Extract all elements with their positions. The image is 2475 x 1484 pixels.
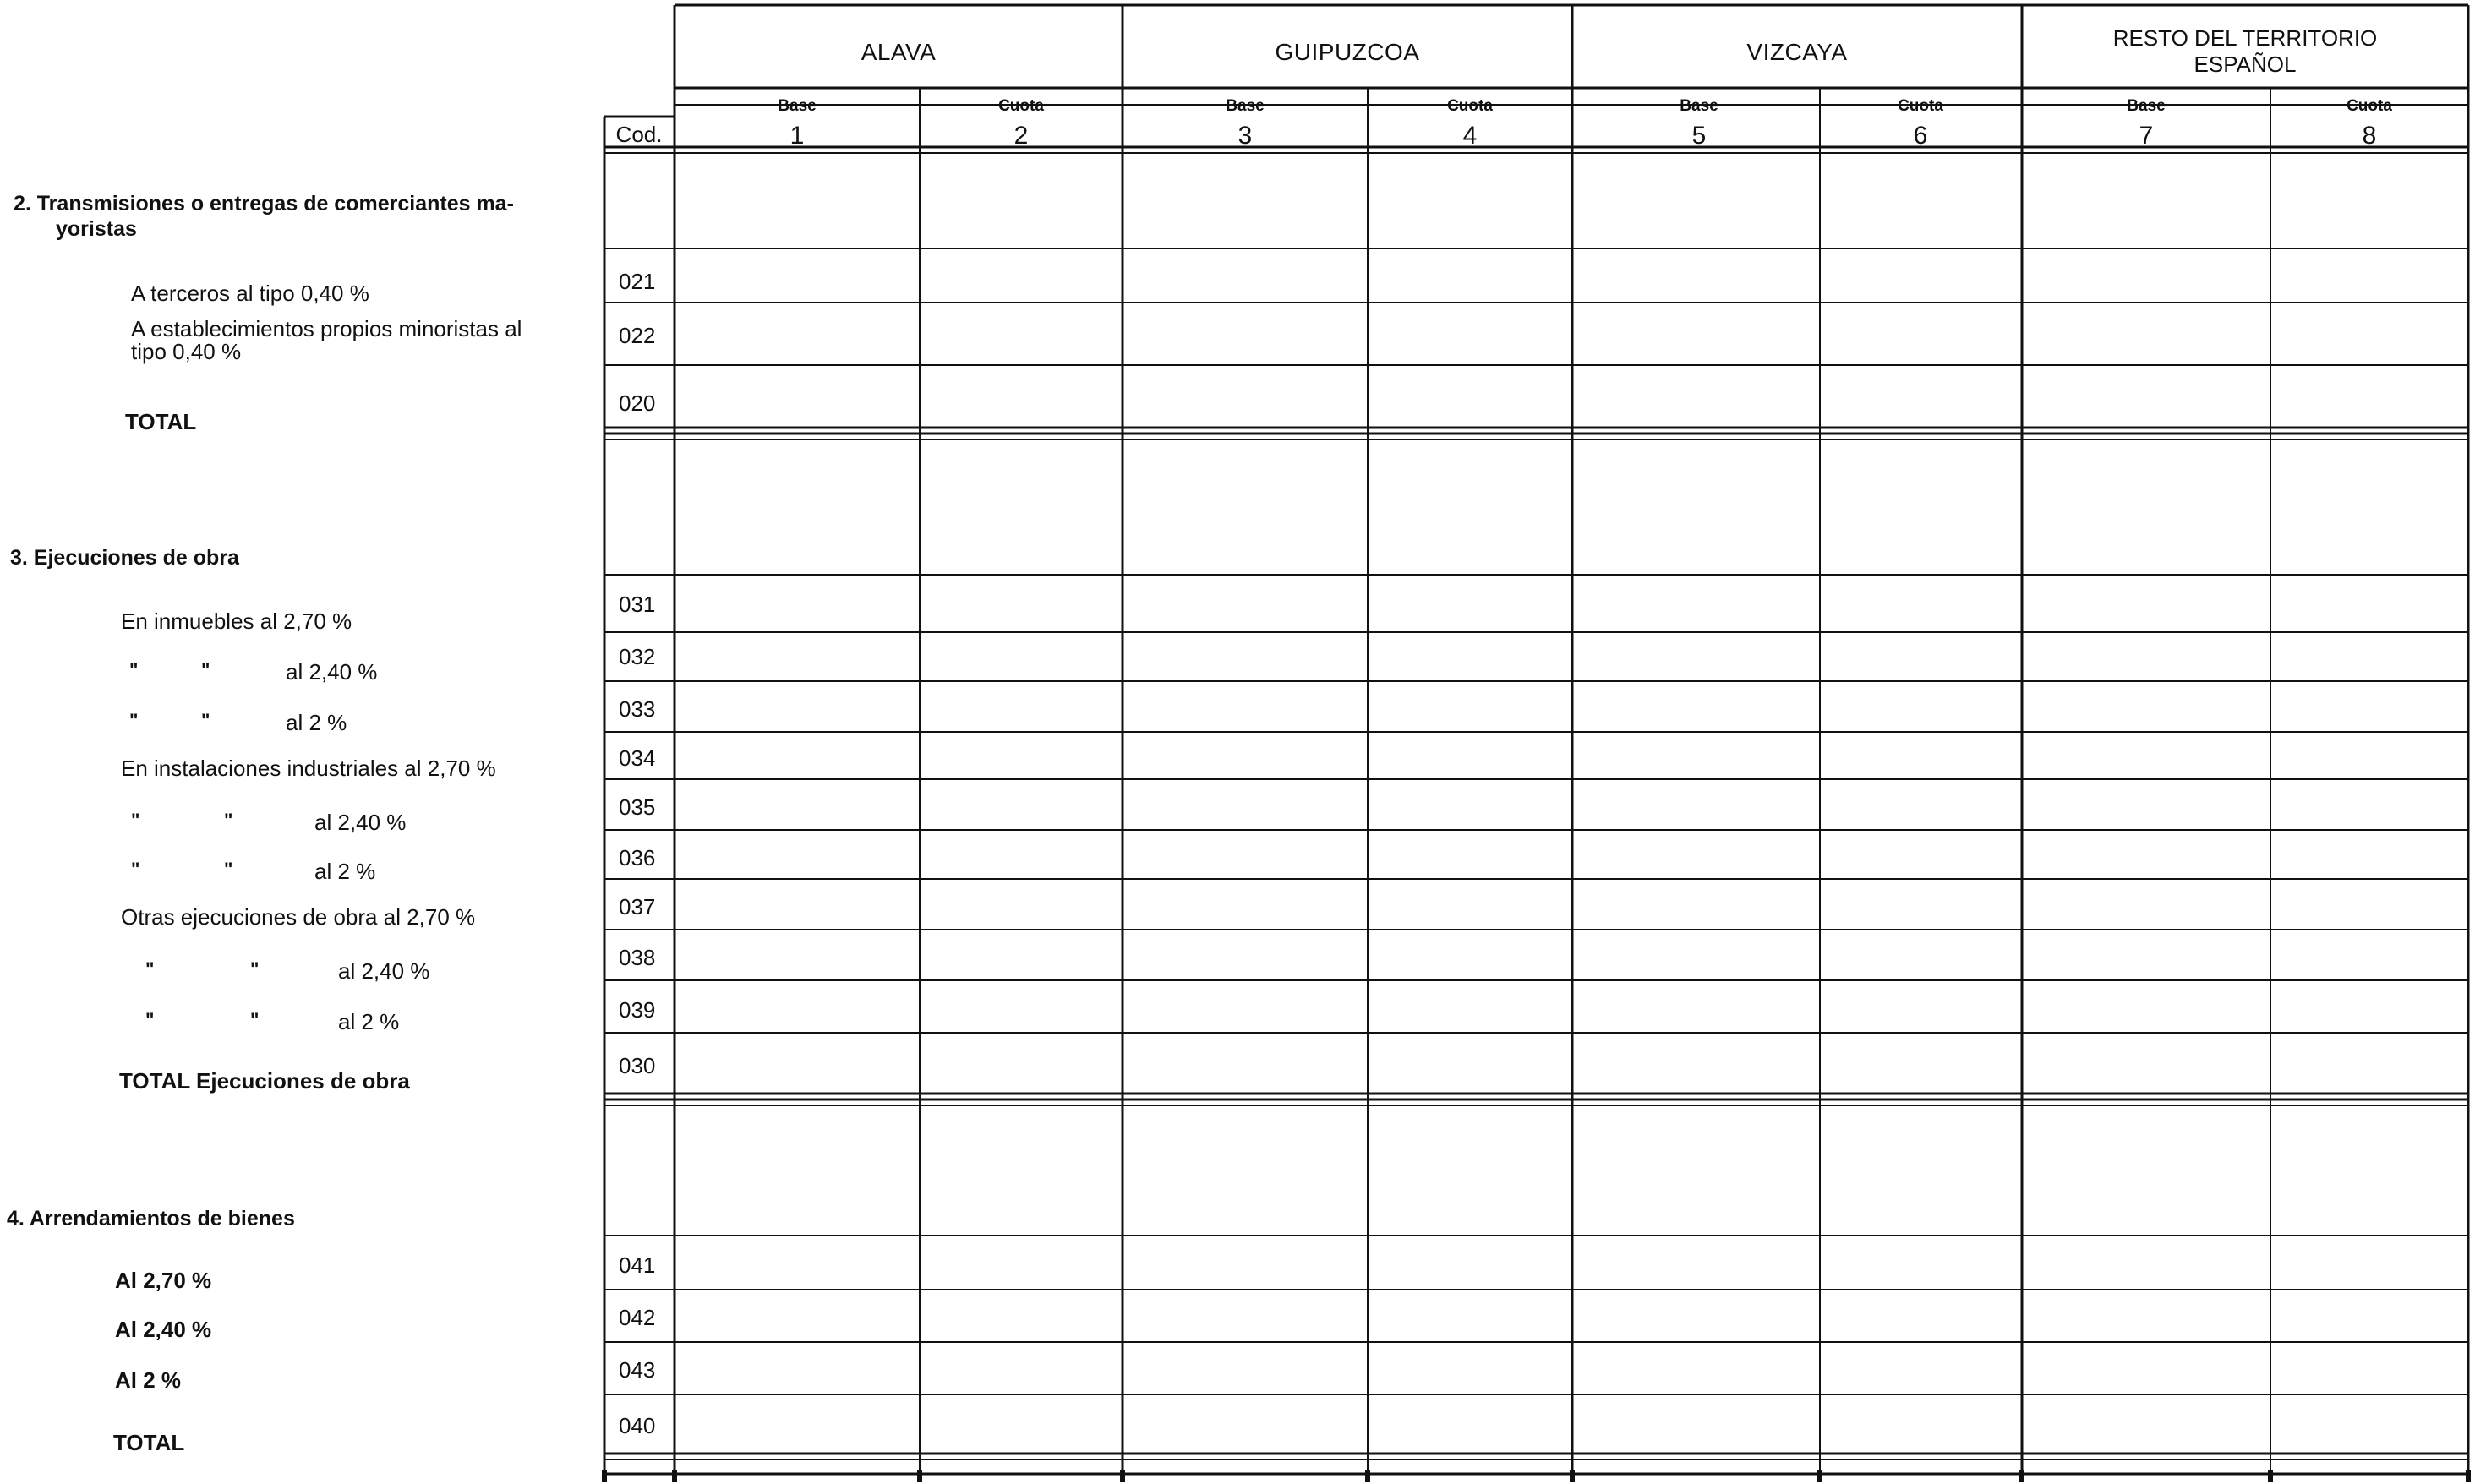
ditto-mark: " bbox=[250, 1009, 260, 1030]
ditto-mark: " bbox=[145, 958, 155, 979]
row-rate-033: al 2 % bbox=[286, 710, 347, 735]
row-label-041: Al 2,70 % bbox=[115, 1268, 212, 1293]
row-label-021: A terceros al tipo 0,40 % bbox=[131, 281, 369, 306]
ditto-mark: " bbox=[250, 958, 260, 979]
row-label-040: TOTAL bbox=[113, 1430, 185, 1455]
cuota-label: Cuota bbox=[1898, 97, 1943, 115]
base-label: Base bbox=[1226, 97, 1265, 115]
cod-label: Cod. bbox=[615, 122, 663, 147]
column-number: 5 bbox=[1691, 122, 1707, 150]
ditto-mark: " bbox=[201, 659, 210, 680]
column-number: 1 bbox=[789, 122, 805, 150]
ditto-mark: " bbox=[131, 810, 140, 831]
cuota-label: Cuota bbox=[998, 97, 1044, 115]
ditto-mark: " bbox=[131, 859, 140, 880]
region-header-resto-line2: ESPAÑOL bbox=[2194, 52, 2297, 78]
row-code: 040 bbox=[619, 1413, 656, 1438]
row-code: 020 bbox=[619, 390, 656, 416]
row-code: 037 bbox=[619, 894, 656, 919]
row-code: 031 bbox=[619, 592, 656, 617]
row-label-043: Al 2 % bbox=[115, 1367, 182, 1393]
row-label-022 bbox=[131, 318, 522, 364]
section-2-title bbox=[14, 191, 514, 242]
row-rate-038: al 2,40 % bbox=[338, 958, 430, 984]
column-number: 4 bbox=[1462, 122, 1478, 150]
ditto-mark: " bbox=[201, 710, 210, 731]
section-3-title: 3. Ejecuciones de obra bbox=[10, 546, 239, 570]
column-number: 3 bbox=[1238, 122, 1253, 150]
row-code: 032 bbox=[619, 644, 656, 669]
row-code: 030 bbox=[619, 1053, 656, 1078]
row-label-037: Otras ejecuciones de obra al 2,70 % bbox=[121, 904, 476, 930]
row-label-022-line1: A establecimientos propios minoristas al bbox=[131, 316, 522, 341]
section-2-title-line2: yoristas bbox=[56, 217, 137, 241]
row-code: 021 bbox=[619, 269, 656, 294]
ditto-mark: " bbox=[224, 810, 233, 831]
row-label-022-line2: tipo 0,40 % bbox=[131, 339, 242, 365]
row-code: 022 bbox=[619, 323, 656, 348]
row-code: 036 bbox=[619, 845, 656, 870]
ditto-mark: " bbox=[129, 659, 139, 680]
ditto-mark: " bbox=[224, 859, 233, 880]
region-header-guipuzcoa: GUIPUZCOA bbox=[1275, 39, 1420, 65]
region-header-vizcaya: VIZCAYA bbox=[1746, 39, 1848, 65]
region-header-alava: ALAVA bbox=[861, 39, 937, 65]
row-rate-035: al 2,40 % bbox=[314, 810, 407, 835]
row-label-031: En inmuebles al 2,70 % bbox=[121, 608, 352, 634]
row-label-030: TOTAL Ejecuciones de obra bbox=[119, 1068, 410, 1094]
section-4-title: 4. Arrendamientos de bienes bbox=[7, 1207, 295, 1230]
row-code: 033 bbox=[619, 696, 656, 722]
base-label: Base bbox=[1680, 97, 1718, 115]
column-number: 6 bbox=[1913, 122, 1928, 150]
ditto-mark: " bbox=[145, 1009, 155, 1030]
base-label: Base bbox=[778, 97, 817, 115]
row-rate-039: al 2 % bbox=[338, 1009, 400, 1034]
row-label-034: En instalaciones industriales al 2,70 % bbox=[121, 756, 496, 781]
row-code: 043 bbox=[619, 1357, 656, 1383]
row-label-042: Al 2,40 % bbox=[115, 1317, 212, 1342]
row-code: 034 bbox=[619, 745, 656, 771]
row-rate-032: al 2,40 % bbox=[286, 659, 378, 685]
region-header-resto bbox=[2113, 25, 2378, 78]
region-header-resto-line1: RESTO DEL TERRITORIO bbox=[2112, 25, 2378, 51]
cuota-label: Cuota bbox=[2347, 97, 2392, 115]
base-label: Base bbox=[2127, 97, 2166, 115]
row-label-020: TOTAL bbox=[125, 409, 197, 434]
section-2-title-line1: 2. Transmisiones o entregas de comerciantes ma- bbox=[14, 192, 514, 216]
row-code: 042 bbox=[619, 1305, 656, 1330]
row-code: 038 bbox=[619, 945, 656, 970]
cuota-label: Cuota bbox=[1447, 97, 1493, 115]
row-code: 035 bbox=[619, 794, 656, 820]
row-code: 041 bbox=[619, 1252, 656, 1278]
column-number: 8 bbox=[2362, 122, 2377, 150]
row-code: 039 bbox=[619, 997, 656, 1023]
column-number: 7 bbox=[2139, 122, 2154, 150]
ditto-mark: " bbox=[129, 710, 139, 731]
row-rate-036: al 2 % bbox=[314, 859, 376, 884]
column-number: 2 bbox=[1013, 122, 1029, 150]
